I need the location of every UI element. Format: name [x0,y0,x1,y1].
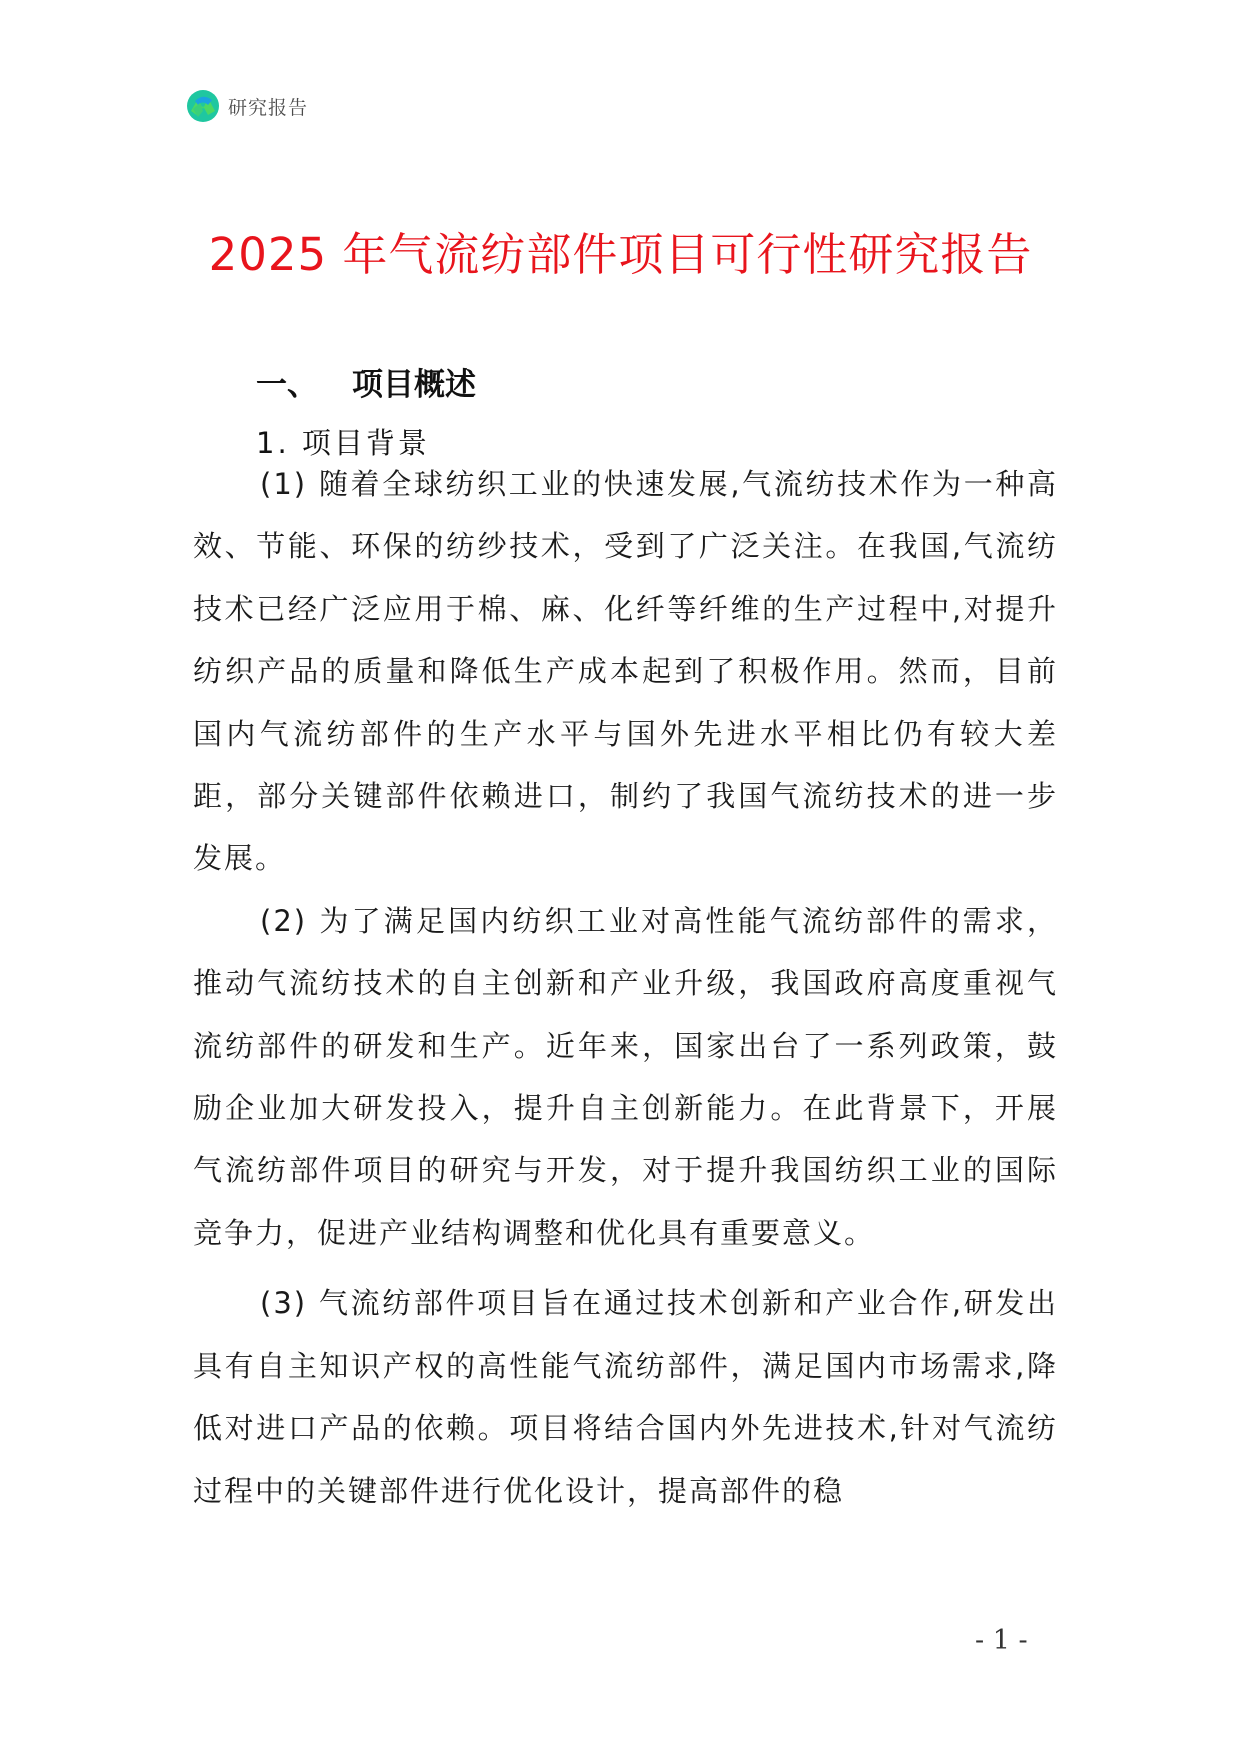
paragraph-1: (1) 随着全球纺织工业的快速发展,气流纺技术作为一种高效、节能、环保的纺纱技术，受到了广泛关注。在我国,气流纺技术已经广泛应用于棉、麻、化纤等纤维的生产过程中,对提升纺织产品的质量和降低生产成本起到了积极作用。然而，目前国内气流纺部件的生产水平与国外先进水平相比仍有较大差距，部分关键部件依赖进口，制约了我国气流纺技术的进一步发展。 [193,467,1058,876]
document-title: 2025 年气流纺部件项目可行性研究报告 [208,228,1033,281]
paragraph-2: (2) 为了满足国内纺织工业对高性能气流纺部件的需求，推动气流纺技术的自主创新和产业升级，我国政府高度重视气流纺部件的研发和生产。近年来，国家出台了一系列政策，鼓励企业加大研发投入，提升自主创新能力。在此背景下，开展气流纺部件项目的研究与开发，对于提升我国纺织工业的国际竞争力，促进产业结构调整和优化具有重要意义。 [193,903,1058,1250]
paragraph-3: (3) 气流纺部件项目旨在通过技术创新和产业合作,研发出具有自主知识产权的高性能气流纺部件，满足国内市场需求,降低对进口产品的依赖。项目将结合国内外先进技术,针对气流纺过程中的关键部件进行优化设计，提高部件的稳 [193,1286,1058,1508]
section-number: 一、 [256,367,318,403]
body-text [193,453,1058,1522]
page-number: - 1 - [975,1625,1028,1656]
header-label: 研究报告 [228,96,309,119]
subsection-heading: 1. 项目背景 [256,426,430,460]
report-logo-icon [186,89,220,123]
section-title: 项目概述 [352,367,476,403]
section-heading [256,359,476,404]
page-header [186,88,308,124]
